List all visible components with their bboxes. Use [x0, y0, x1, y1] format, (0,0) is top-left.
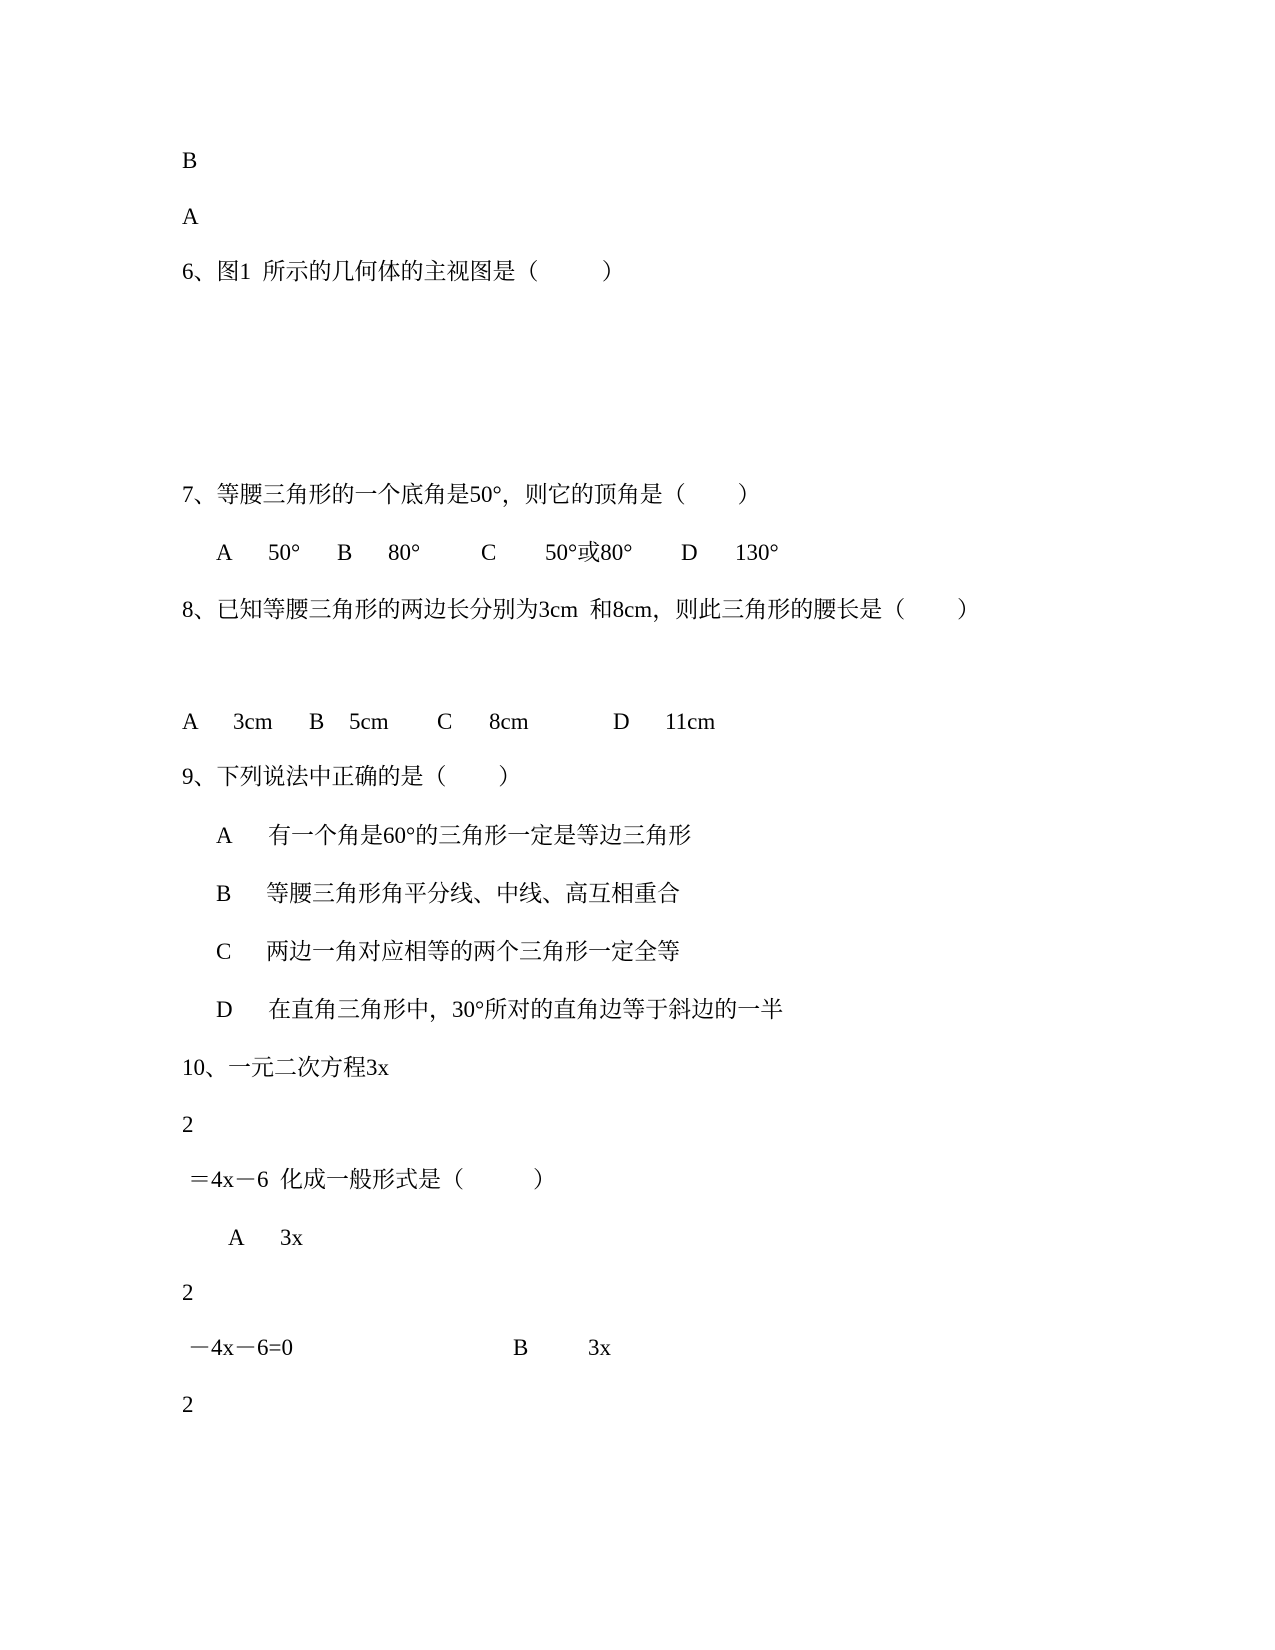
option-text: 在直角三角形中，30°所对的直角边等于斜边的一半 [268, 997, 784, 1022]
option-text: 50°或80° [545, 540, 633, 565]
option-letter: B [513, 1335, 529, 1360]
option-text: 3x [588, 1335, 611, 1360]
option-text: 有一个角是60°的三角形一定是等边三角形 [268, 823, 692, 848]
superscript-digit: 2 [182, 1112, 194, 1137]
option-letter: A [216, 540, 233, 565]
question-6: 6、图1 所示的几何体的主视图是（ ） [182, 259, 625, 284]
option-text: 两边一角对应相等的两个三角形一定全等 [266, 939, 680, 964]
option-text: 等腰三角形角平分线、中线、高互相重合 [266, 881, 680, 906]
option-text: 3x [280, 1225, 303, 1250]
option-text: 8cm [489, 709, 529, 734]
option-letter: B [216, 881, 232, 906]
option-letter: C [481, 540, 497, 565]
option-letter: B [309, 709, 325, 734]
option-letter: C [216, 939, 232, 964]
option-letter: B [337, 540, 353, 565]
option-text: 50° [268, 540, 301, 565]
question-8: 8、已知等腰三角形的两边长分别为3cm 和8cm，则此三角形的腰长是（ ） [182, 597, 980, 622]
superscript-digit: 2 [182, 1280, 194, 1305]
option-text: 80° [388, 540, 421, 565]
option-text: －4x－6=0 [188, 1335, 293, 1360]
option-text: 3cm [233, 709, 273, 734]
superscript-digit: 2 [182, 1392, 194, 1417]
option-letter: D [681, 540, 698, 565]
option-letter: A [182, 709, 199, 734]
option-letter: D [613, 709, 630, 734]
question-10: 10、一元二次方程3x [182, 1055, 389, 1080]
text-line-b: B [182, 148, 198, 173]
option-text: 5cm [349, 709, 389, 734]
option-letter: A [228, 1225, 245, 1250]
option-letter: D [216, 997, 233, 1022]
option-letter: A [216, 823, 233, 848]
option-letter: C [437, 709, 453, 734]
option-text: 130° [735, 540, 779, 565]
question-9: 9、下列说法中正确的是（ ） [182, 764, 522, 789]
option-text: 11cm [665, 709, 716, 734]
question-7: 7、等腰三角形的一个底角是50°，则它的顶角是（ ） [182, 482, 761, 507]
text-line-a: A [182, 204, 199, 229]
question-10-continuation: ＝4x－6 化成一般形式是（ ） [188, 1167, 556, 1192]
